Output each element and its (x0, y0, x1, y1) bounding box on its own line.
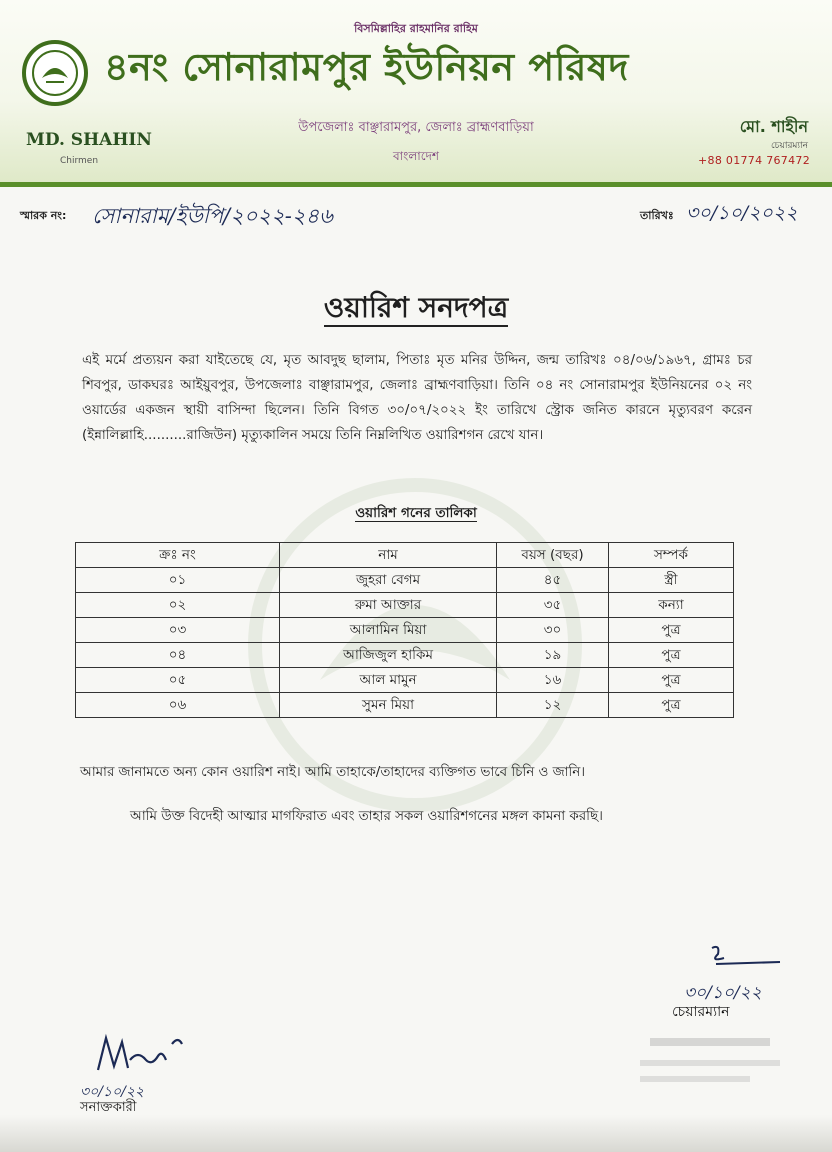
letterhead-address: উপজেলাঃ বাঞ্ছারামপুর, জেলাঃ ব্রাহ্মণবাড়িয়া (298, 120, 534, 135)
heir-table-header (76, 543, 734, 568)
issue-date: ৩০/১০/২০২২ (686, 202, 798, 224)
table-row (76, 643, 734, 668)
prayer-statement: আমি উক্ত বিদেহী আত্মার মাগফিরাত এবং তাহার সকল ওয়ারিশগনের মঙ্গল কামনা করছি। (130, 809, 603, 824)
table-row (76, 618, 734, 643)
cell-relation: পুত্র (608, 618, 733, 643)
cell-relation: পুত্র (608, 643, 733, 668)
table-row (76, 693, 734, 718)
cell-age: ৩০ (497, 618, 609, 643)
col-relation: সম্পর্ক (608, 543, 733, 568)
table-row (76, 668, 734, 693)
cell-name: রুমা আক্তার (279, 593, 496, 618)
cell-name: আল মামুন (279, 668, 496, 693)
chairman-name-english: MD. SHAHIN (26, 130, 152, 150)
faint-seal-icon (640, 1030, 790, 1090)
col-age: বয়স (বছর) (497, 543, 609, 568)
chairman-phone: +88 01774 767472 (698, 154, 810, 167)
cell-age: ১৬ (497, 668, 609, 693)
table-row (76, 568, 734, 593)
col-serial: ক্রঃ নং (76, 543, 280, 568)
chairman-sign-date: ৩০/১০/২২ (684, 983, 762, 1003)
cell-age: ১৯ (497, 643, 609, 668)
cell-name: জুহরা বেগম (279, 568, 496, 593)
union-name: ৪নং সোনারামপুর ইউনিয়ন পরিষদ (104, 44, 629, 89)
cell-name: আলামিন মিয়া (279, 618, 496, 643)
memo-number: সোনারাম/ইউপি/২০২২-২৪৬ (92, 204, 333, 228)
chairman-sign-role: চেয়ারম্যান (672, 1004, 730, 1020)
cell-serial: ০৬ (76, 693, 280, 718)
cell-relation: কন্যা (608, 593, 733, 618)
cell-serial: ০৪ (76, 643, 280, 668)
chairman-name-bangla: মো. শাহীন (739, 117, 808, 136)
cell-age: ৪৫ (497, 568, 609, 593)
chairman-role-english: Chirmen (60, 156, 99, 166)
cell-relation: স্ত্রী (608, 568, 733, 593)
table-row (76, 593, 734, 618)
cell-relation: পুত্র (608, 693, 733, 718)
cell-age: ১২ (497, 693, 609, 718)
cell-serial: ০৩ (76, 618, 280, 643)
cell-serial: ০১ (76, 568, 280, 593)
memo-label: স্মারক নং: (20, 209, 67, 222)
identifier-signature-icon (92, 1030, 202, 1080)
date-label: তারিখঃ (640, 209, 674, 222)
cell-name: সুমন মিয়া (279, 693, 496, 718)
cell-age: ৩৫ (497, 593, 609, 618)
cell-serial: ০৫ (76, 668, 280, 693)
bottom-edge-shadow (0, 1115, 832, 1152)
cell-name: আজিজুল হাকিম (279, 643, 496, 668)
certificate-body: এই মর্মে প্রত্যয়ন করা যাইতেছে যে, মৃত আবদুছ ছালাম, পিতাঃ মৃত মনির উদ্দিন, জন্ম তারিখঃ ০৪/০৬/১৯৬৭, গ্রামঃ চর শিবপুর, ডাকঘরঃ আইয়ুবপুর, উপজেলাঃ বাঞ্ছারামপুর, জেলাঃ ব্রাহ্মণবাড়িয়া। তিনি ০৪ নং সোনারামপুর ইউনিয়নের ০২ নং ওয়ার্ডের একজন স্থায়ী বাসিন্দা ছিলেন। তিনি বিগত ৩০/০৭/২০২২ ইং তারিখে স্ট্রোক জনিত কারনে মৃত্যুবরণ করেন (ইন্নালিল্লাহি..........রাজিউন) মৃত্যুকালিন সময়ে তিনি নিম্নলিখিত ওয়ারিশগন রেখে যান। (82, 353, 752, 443)
letterhead-motto: বিসমিল্লাহির রাহমানির রাহিম (354, 22, 478, 35)
union-logo-icon (22, 40, 88, 106)
heir-list-title-wrap (0, 502, 832, 525)
identifier-sign-date: ৩০/১০/২২ (80, 1084, 145, 1100)
identifier-sign-role: সনাক্তকারী (80, 1100, 137, 1115)
document-title-wrap (0, 286, 832, 333)
heir-table (75, 542, 734, 718)
no-other-heir-statement: আমার জানামতে অন্য কোন ওয়ারিশ নাই। আমি তাহাকে/তাহাদের ব্যক্তিগত ভাবে চিনি ও জানি। (80, 765, 586, 780)
col-name: নাম (279, 543, 496, 568)
chairman-role-bangla: চেয়ারম্যান (771, 141, 808, 151)
document-title: ওয়ারিশ সনদপত্র (324, 291, 508, 327)
cell-serial: ০২ (76, 593, 280, 618)
letterhead-country: বাংলাদেশ (393, 149, 439, 163)
cell-relation: পুত্র (608, 668, 733, 693)
heir-list-title: ওয়ারিশ গনের তালিকা (355, 505, 477, 521)
